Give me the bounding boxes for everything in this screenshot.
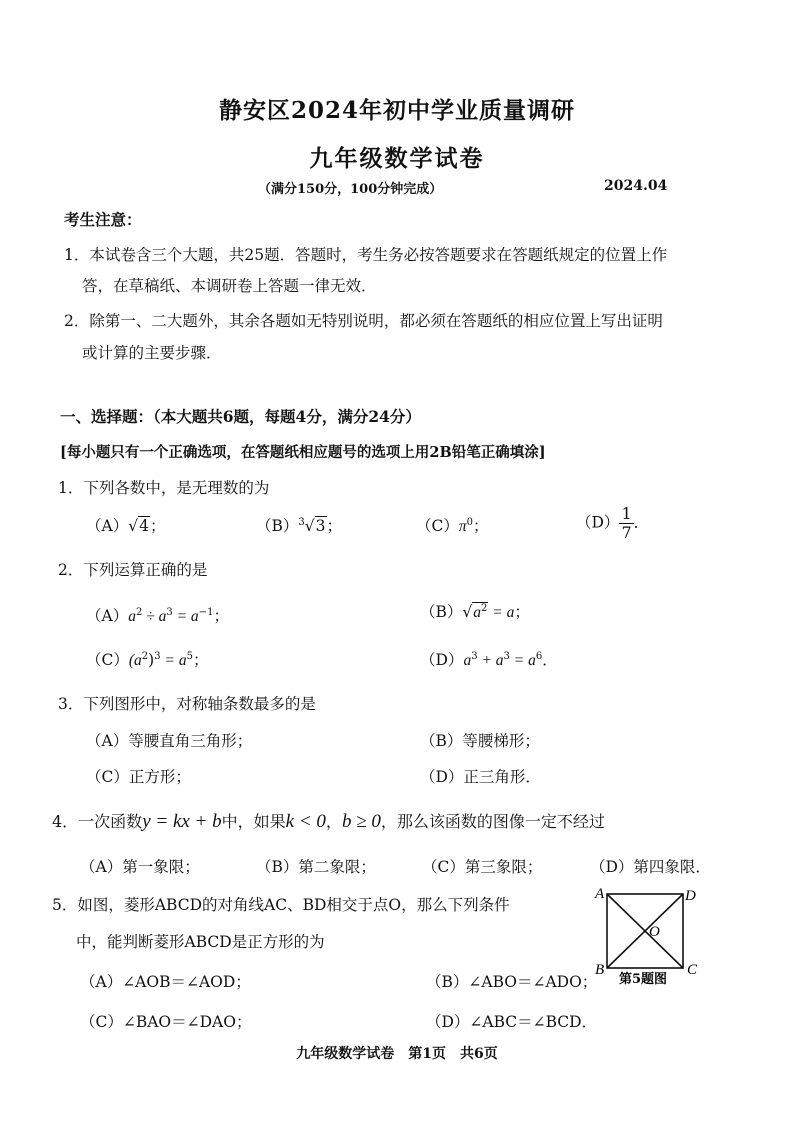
question-1-option-a: （A）√4；	[86, 517, 166, 535]
question-4-option-c: （C）第三象限；	[422, 858, 543, 876]
question-3-option-d: （D）正三角形．	[420, 768, 541, 786]
vertex-label-b: B	[595, 962, 605, 978]
question-3-option-c: （C）正方形；	[86, 768, 191, 786]
notice-item-1-line-1: 1．本试卷含三个大题，共25题．答题时，考生务必按答题要求在答题纸规定的位置上作	[64, 246, 668, 264]
question-4-option-b: （B）第二象限；	[256, 858, 376, 876]
question-1-stem: 1．下列各数中，是无理数的为	[58, 479, 270, 497]
vertex-label-d: D	[685, 888, 696, 904]
question-5-option-b: （B）∠ABO＝∠ADO；	[426, 973, 598, 991]
question-5-option-d: （D）∠ABC＝∠BCD．	[426, 1013, 598, 1031]
page-footer: 九年级数学试卷 第1页 共6页	[296, 1046, 498, 1062]
question-1-option-b: $(B)^3√3$；	[256, 516, 343, 535]
question-1-option-d: （D） $\frac{1}{7}$ ．	[576, 504, 650, 542]
score-info: （满分150分，100分钟完成）	[258, 182, 443, 197]
question-2-option-d: $(D)a^3 + a^3 = a^6$．	[420, 650, 558, 669]
question-5-option-c: （C）∠BAO＝∠DAO；	[80, 1013, 252, 1031]
exam-date: 2024.04	[604, 178, 668, 194]
vertex-label-a: A	[595, 886, 605, 902]
question-2-option-b: $(B)√a^2 = a$；	[420, 602, 530, 621]
question-5-stem-line-2: 中，能判断菱形ABCD是正方形的为	[76, 933, 325, 951]
question-2-option-c: $(C)(a^2)^3 = a^5$；	[86, 650, 209, 669]
question-5-stem-line-1: 5．如图，菱形ABCD的对角线AC、BD相交于点O，那么下列条件	[52, 896, 510, 914]
exam-title: 静安区2024年初中学业质量调研	[218, 97, 575, 124]
rhombus-square-diagram	[593, 884, 703, 994]
notice-item-2-line-2: 或计算的主要步骤．	[82, 344, 222, 362]
question-2-stem: 2．下列运算正确的是	[58, 561, 208, 579]
question-1-option-c: $(C)\pi^0$；	[416, 516, 489, 535]
center-label-o: O	[649, 924, 660, 940]
question-2-option-a: $(A)a^2 \div a^3 = a^{-1}$；	[86, 606, 229, 625]
question-4-option-d: （D）第四象限．	[590, 858, 711, 876]
notice-item-2-line-1: 2．除第一、二大题外，其余各题如无特别说明，都必须在答题纸的相应位置上写出证明	[64, 312, 663, 330]
vertex-label-c: C	[687, 962, 698, 978]
question-5-option-a: （A）∠AOB＝∠AOD；	[80, 973, 251, 991]
section-1-instruction: [每小题只有一个正确选项，在答题纸相应题号的选项上用2B铅笔正确填涂]	[60, 444, 546, 461]
question-3-option-b: （B）等腰梯形；	[420, 732, 540, 750]
notice-heading: 考生注意：	[64, 210, 142, 229]
question-5-figure	[593, 884, 703, 994]
question-3-option-a: （A）等腰直角三角形；	[86, 732, 253, 750]
notice-item-1-line-2: 答，在草稿纸、本调研卷上答题一律无效．	[82, 277, 377, 295]
section-1-heading: 一、选择题：（本大题共6题，每题4分，满分24分）	[60, 407, 421, 426]
question-4-stem: 4．一次函数y = kx + b中，如果k < 0，b ≥ 0，那么该函数的图像一定不经过	[52, 811, 605, 832]
question-3-stem: 3．下列图形中，对称轴条数最多的是	[58, 695, 316, 713]
exam-subtitle: 九年级数学试卷	[309, 145, 485, 172]
figure-caption: 第5题图	[619, 972, 668, 987]
question-4-option-a: （A）第一象限；	[80, 858, 200, 876]
